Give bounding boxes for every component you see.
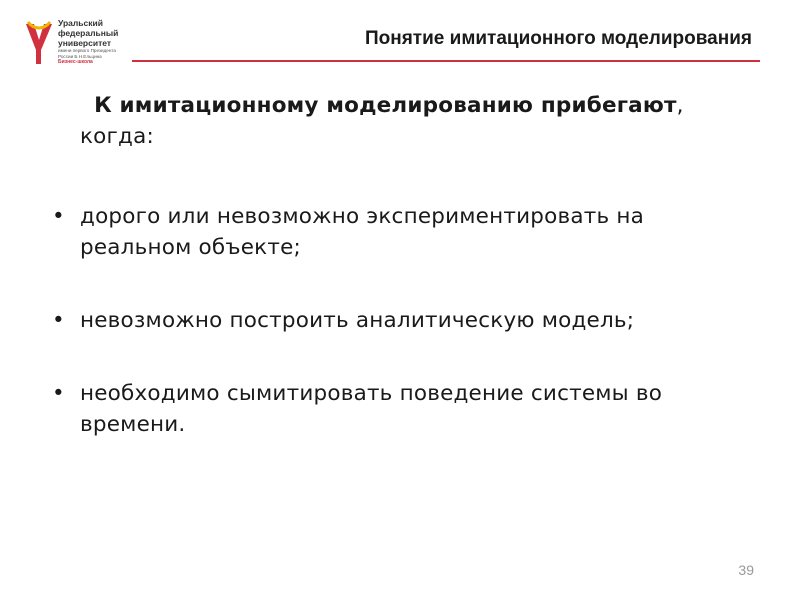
slide-title: Понятие имитационного моделирования <box>364 28 752 49</box>
logo-line: федеральный <box>58 28 119 38</box>
bullet-text: невозможно построить аналитическую модель; <box>80 308 635 333</box>
logo-line: университет <box>58 38 112 48</box>
bullet-marker: • <box>52 204 65 229</box>
intro-bold: К имитационному моделированию прибегают <box>94 93 677 118</box>
logo-line: Уральский <box>58 18 103 28</box>
logo-line: России Б.Н.Ельцина <box>58 53 102 59</box>
bullet-text: дорого или невозможно экспериментировать на реальном объекте; <box>80 204 644 260</box>
bullet-marker: • <box>52 308 65 333</box>
intro-paragraph <box>80 90 720 152</box>
intro-rest: , когда: <box>80 93 684 149</box>
bullet-text: необходимо сымитировать поведение системы во времени. <box>80 381 663 437</box>
logo-line: имени первого Президента <box>58 48 116 53</box>
page-number: 39 <box>738 562 754 578</box>
bullet-marker: • <box>52 381 65 406</box>
logo-line: Бизнес-школа <box>58 59 93 65</box>
